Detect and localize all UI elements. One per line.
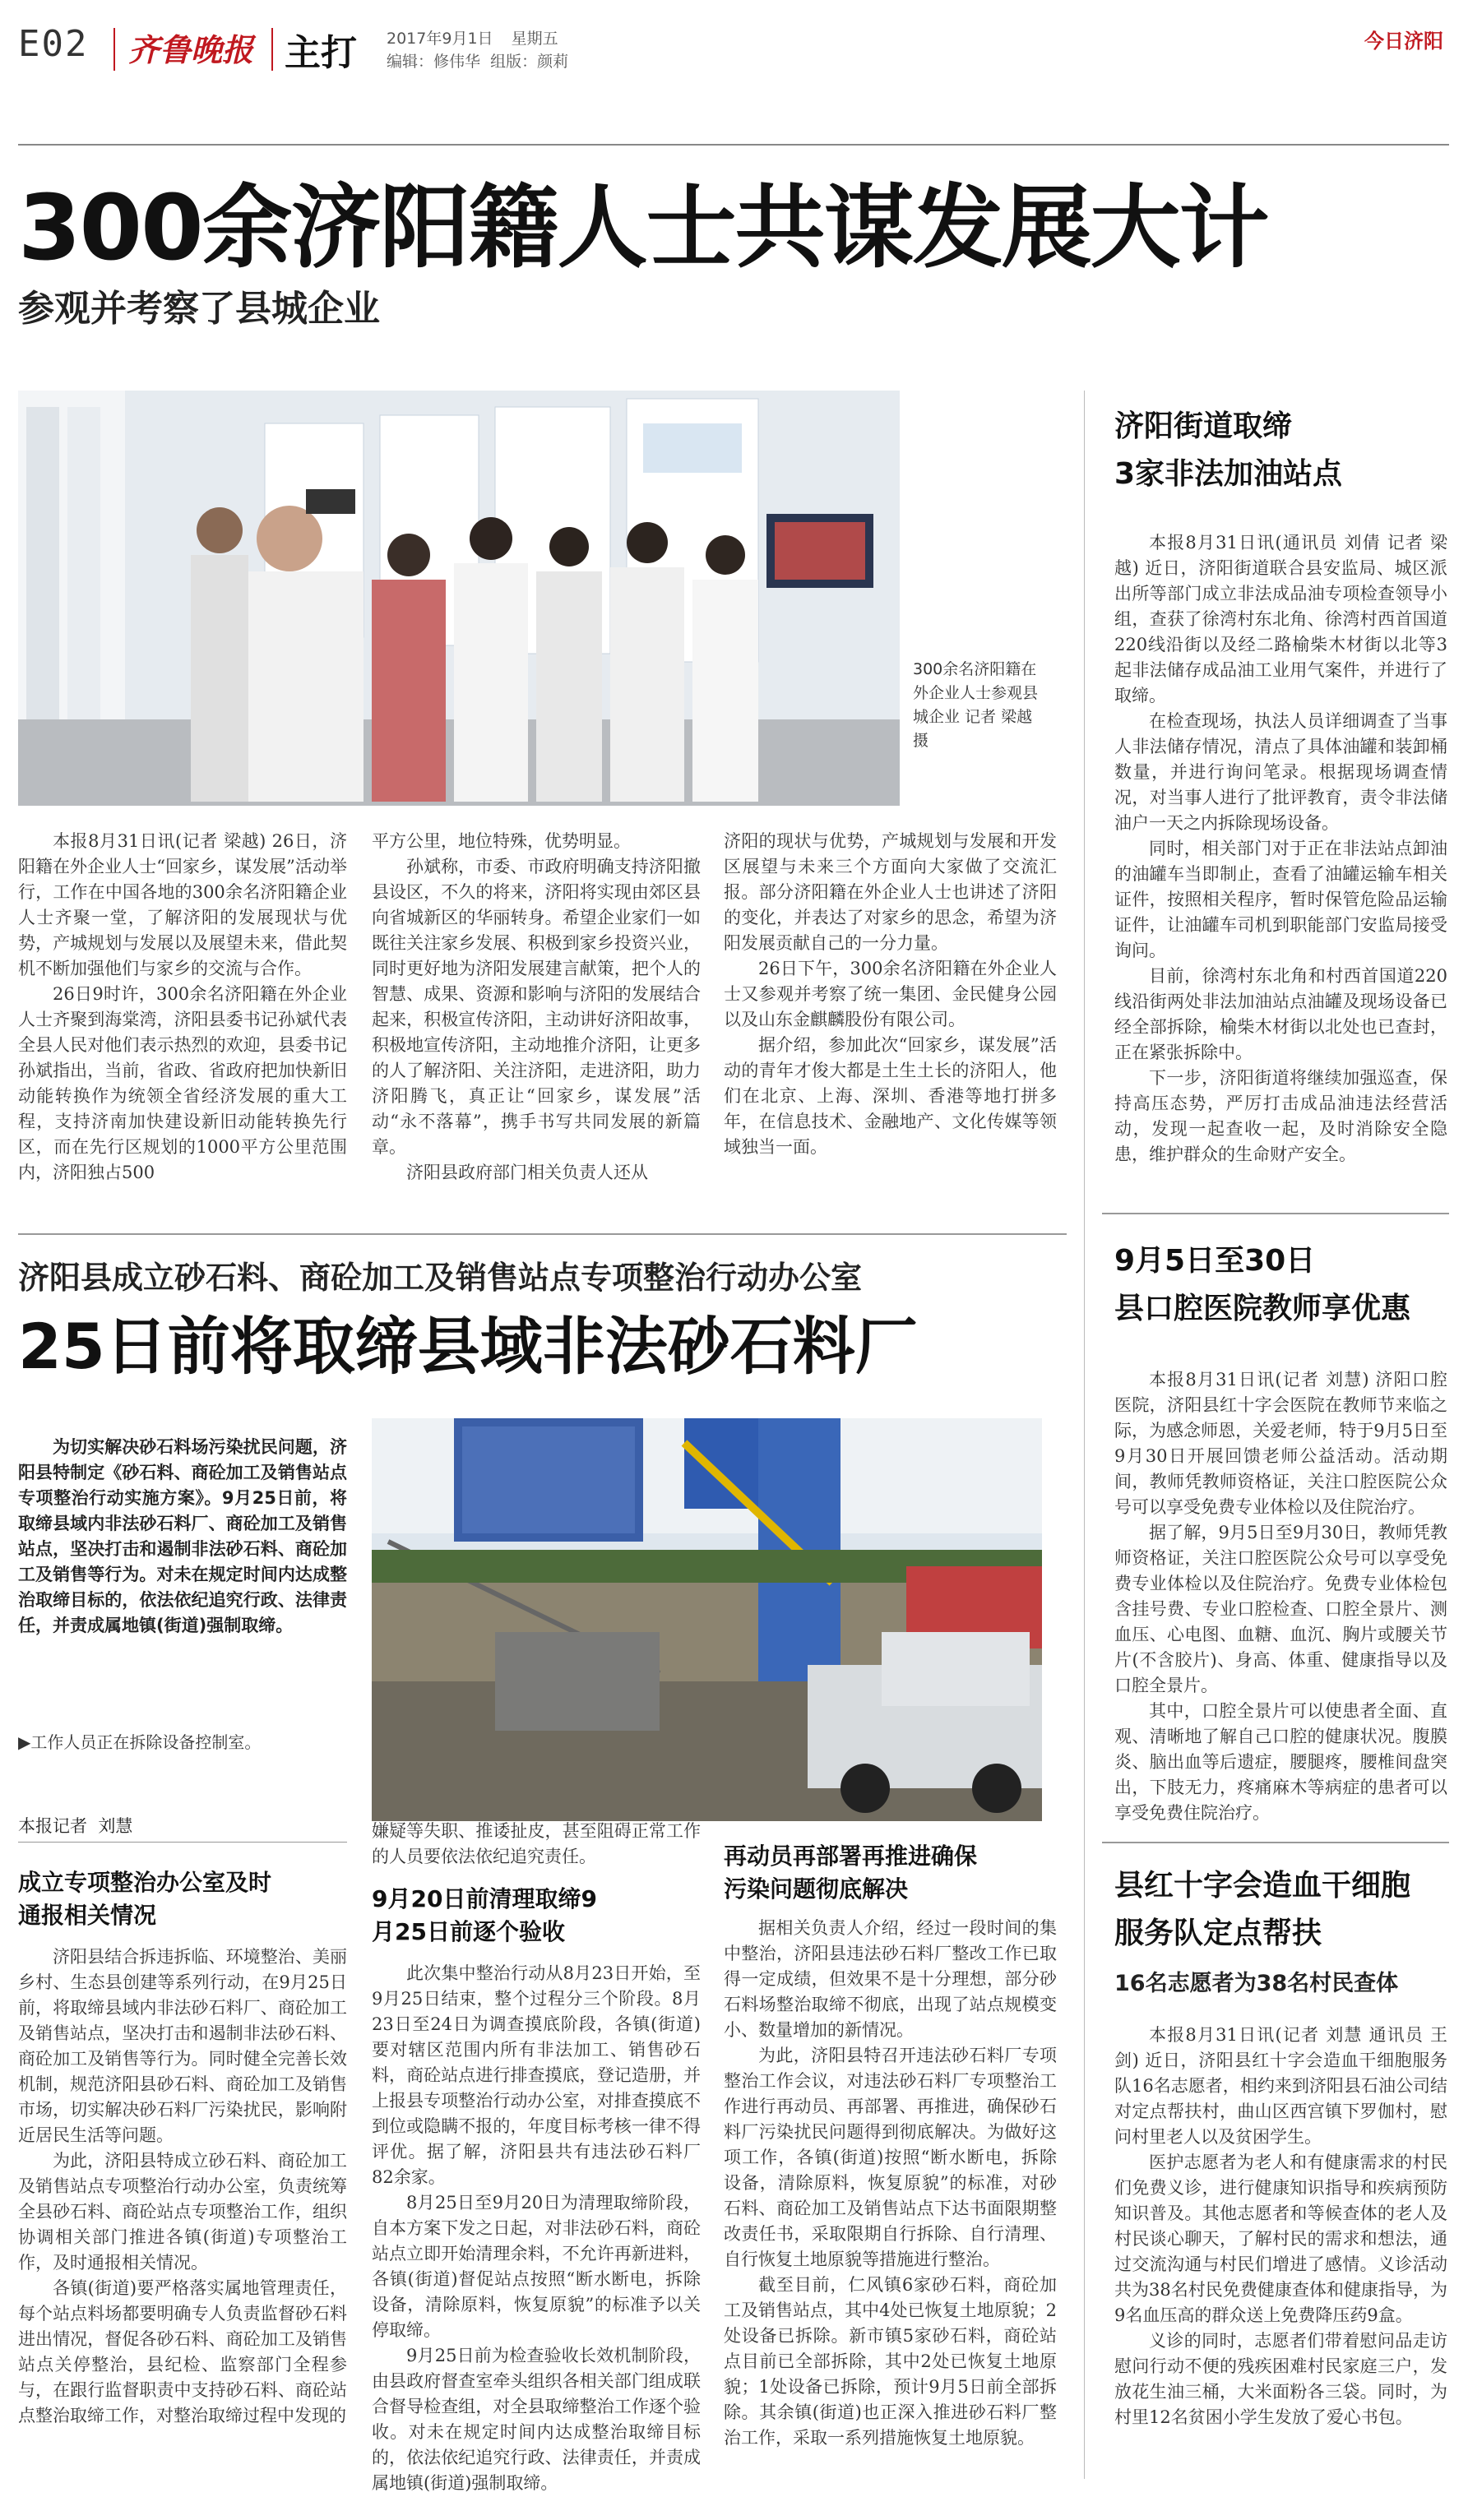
article2-sub1: 成立专项整治办公室及时通报相关情况 <box>18 1869 272 1929</box>
body-paragraph: 据相关负责人介绍，经过一段时间的集中整治，济阳县违法砂石料厂整改工作已取得一定成绩，但效果不是十分理想，部分砂石料场整治取缔不彻底，出现了站点规模变小、数量增加的新情况。 <box>724 1918 1057 2040</box>
lead-paragraph: 本报8月31日讯(记者 梁越) 26日，济阳籍在外企业人士“回家乡，谋发展”活动举行，工作在中国各地的300余名济阳籍企业人士齐聚一堂，了解济阳的发展现状与优势，产城规划与发展以及展望未来，借此契机不断加强他们与家乡的交流与合作。 <box>18 831 347 978</box>
article2-byline: 本报记者 刘慧 <box>18 1816 133 1836</box>
body-paragraph: 截至目前，仁风镇6家砂石料，商砼加工及销售站点，其中4处已恢复土地原貌；2处设备已拆除。新市镇5家砂石料，商砼站点目前已全部拆除，其中2处已恢复土地原貌；1处设备已拆除，预计9月5日前全部拆除。其余镇(街道)也正深入推进砂石料厂整治工作，采取一系列措施恢复土地原貌。 <box>724 2275 1057 2448</box>
body-paragraph: 9月25日前为检查验收长效机制阶段，由县政府督查室牵头组织各相关部门组成联合督导检查组，对全县取缔整治工作逐个验收。对未在规定时间内达成整治取缔目标的，依法依纪追究行政、法律责任，并责成属地镇(街道)强制取缔。 <box>372 2346 701 2493</box>
lead-paragraph: 据介绍，参加此次“回家乡，谋发展”活动的青年才俊大都是土生土长的济阳人，他们在北京、上海、深圳、香港等地打拼多年，在信息技术、金融地产、文化传媒等领域独当一面。 <box>724 1035 1057 1157</box>
issue-date <box>387 26 558 49</box>
side-rule-2 <box>1102 1842 1449 1843</box>
article2-sub3: 再动员再部署再推进确保污染问题彻底解决 <box>724 1843 978 1903</box>
masthead-divider <box>113 28 115 71</box>
article2-sub2-text <box>372 1961 701 2496</box>
side-article3-title <box>1114 1862 1447 1958</box>
body-paragraph: 医护志愿者为老人和有健康需求的村民们免费义诊，进行健康知识指导和疾病预防知识普及。其他志愿者和等候查体的老人及村民谈心聊天，了解村民的需求和想法，通过交流沟通与村民们增进了感情。义诊活动共为38名村民免费健康查体和健康指导，为9名血压高的群众送上免费降压药9盒。 <box>1114 2152 1447 2325</box>
body-paragraph: 本报8月31日讯(记者 刘慧) 济阳口腔医院，济阳县红十字会医院在教师节来临之际，为感念师恩，关爱老师，特于9月5日至9月30日开展回馈老师公益活动。活动期间，教师凭教师资格证，关注口腔医院公众号可以享受免费专业体检以及住院治疗。 <box>1114 1370 1447 1517</box>
side-article2-text <box>1114 1367 1447 1826</box>
article2-photo <box>372 1418 1042 1821</box>
article2-intro <box>18 1435 347 1639</box>
body-paragraph: 其中，口腔全景片可以使患者全面、直观、清晰地了解自己口腔的健康状况。腹膜炎、脑出血等后遗症，腰腿疼，腰椎间盘突出，下肢无力，疼痛麻木等病症的患者可以享受免费住院治疗。 <box>1114 1701 1447 1823</box>
caption-text: 工作人员正在拆除设备控制室。 <box>30 1732 262 1752</box>
body-paragraph: 同时，相关部门对于正在非法站点卸油的油罐车当即制止，查看了油罐运输车相关证件，按照相关程序，暂时保管危险品运输证件，让油罐车司机到职能部门安监局接受询问。 <box>1114 839 1447 960</box>
lead-subheadline: 参观并考察了县城企业 <box>18 288 380 330</box>
body-paragraph: 嫌疑等失职、推诿扯皮，甚至阻碍正常工作的人员要依法依纪追究责任。 <box>372 1821 701 1866</box>
body-paragraph: 济阳县结合拆违拆临、环境整治、美丽乡村、生态县创建等系列行动，在9月25日前，将取缔县域内非法砂石料厂、商砼加工及销售站点，坚决打击和遏制非法砂石料、商砼加工及销售等行为。同时健全完善长效机制，规范济阳县砂石料、商砼加工及销售市场，切实解决砂石料厂污染扰民，影响附近居民生活等问题。 <box>18 1947 347 2145</box>
side-article2-title <box>1114 1237 1447 1333</box>
lead-paragraph: 26日9时许，300余名济阳籍在外企业人士齐聚到海棠湾，济阳县委书记孙斌代表全县人民对他们表示热烈的欢迎，县委书记孙斌指出，当前，省政、省政府把加快新旧动能转换作为统领全省经济发展的重大工程，支持济南加快建设新旧动能转换先行区，而在先行区规划的1000平方公里范围内，济阳独占500 <box>18 984 347 1182</box>
side-title-line: 县红十字会造血干细胞 <box>1114 1869 1411 1903</box>
body-paragraph: 在检查现场，执法人员详细调查了当事人非法储存情况，清点了具体油罐和装卸桶数量，并进行询问笔录。根据现场调查情况，对当事人进行了批评教育，责令非法储油户一天之内拆除现场设备。 <box>1114 711 1447 833</box>
body-paragraph: 各镇(街道)要严格落实属地管理责任，每个站点料场都要明确专人负责监督砂石料进出情况，督促各砂石料、商砼加工及销售站点关停整治，县纪检、监察部门全程参与，在跟行监督职责中支持砂石料、商砼站点整治取缔工作，对整治取缔过程中发现的 <box>18 2278 347 2425</box>
side-rule-1 <box>1102 1213 1449 1214</box>
demolition-site-illustration <box>372 1418 1042 1821</box>
side-title-line: 服务队定点帮扶 <box>1114 1917 1322 1950</box>
lead-photo <box>18 391 900 806</box>
body-paragraph: 义诊的同时，志愿者们带着慰问品走访慰问行动不便的残疾困难村民家庭三户，发放花生油三桶，大米面粉各三袋。同时，为村里12名贫困小学生发放了爱心书包。 <box>1114 2331 1447 2427</box>
lead-body-col2 <box>372 829 701 1186</box>
byline-rule <box>18 1842 347 1843</box>
article2-sub2: 9月20日前清理取缔9月25日前逐个验收 <box>372 1885 597 1945</box>
lead-paragraph: 济阳的现状与优势，产城规划与发展和开发区展望与未来三个方面向大家做了交流汇报。部分济阳籍在外企业人士也讲述了济阳的变化，并表达了对家乡的思念，希望为济阳发展贡献自己的一分力量。 <box>724 831 1057 953</box>
article2-col2-top <box>372 1819 701 1870</box>
lead-paragraph: 平方公里，地位特殊，优势明显。 <box>372 831 631 851</box>
paper-logo: 齐鲁晚报 <box>128 31 254 68</box>
body-paragraph: 据了解，9月5日至9月30日，教师凭教师资格证，关注口腔医院公众号可以享受免费专业体检以及住院治疗。免费专业体检包含挂号费、专业口腔检查、口腔全景片、测血压、心电图、血糖、血沉、胸片或腰关节片(不含胶片)、身高、体重、健康指导以及口腔全景片。 <box>1114 1523 1447 1695</box>
column-divider <box>1084 391 1085 2479</box>
side-article3-text <box>1114 2023 1447 2430</box>
article2-headline: 25日前将取缔县域非法砂石料厂 <box>18 1310 918 1383</box>
side-article3-subtitle: 16名志愿者为38名村民查体 <box>1114 1971 1399 1996</box>
side-title-line: 济阳街道取缔 <box>1114 409 1293 443</box>
lead-body-col1 <box>18 829 347 1186</box>
body-paragraph: 本报8月31日讯(通讯员 刘倩 记者 梁越) 近日，济阳街道联合县安监局、城区派出所等部门成立非法成品油专项检查领导小组，查获了徐湾村东北角、徐湾村西首国道220线沿街以及经二路榆柴木材街以北等3起非法储存成品油工业用气案件，并进行了取缔。 <box>1114 533 1447 705</box>
exhibition-hall-illustration <box>18 391 900 806</box>
masthead <box>0 0 1468 99</box>
article2-kicker: 济阳县成立砂石料、商砼加工及销售站点专项整治行动办公室 <box>18 1260 863 1296</box>
article2-sub3-text <box>724 1916 1057 2451</box>
body-paragraph: 为此，济阳县特成立砂石料、商砼加工及销售站点专项整治行动办公室，负责统筹全县砂石料、商砼站点专项整治工作，组织协调相关部门推进各镇(街道)专项整治工作，及时通报相关情况。 <box>18 2151 347 2273</box>
lead-photo-caption: 300余名济阳籍在外企业人士参观县城企业 记者 梁越 摄 <box>913 660 1039 750</box>
body-paragraph: 目前，徐湾村东北角和村西首国道220线沿街两处非法加油站点油罐及现场设备已经全部拆除，榆柴木材街以北处也已查封，正在紧张拆除中。 <box>1114 966 1447 1062</box>
masthead-rule <box>18 144 1449 146</box>
lead-paragraph: 济阳县政府部门相关负责人还从 <box>406 1163 648 1182</box>
caption-arrow-icon: ▶ <box>18 1732 31 1752</box>
side-article1-text <box>1114 530 1447 1168</box>
section-name: 主打 <box>285 32 357 74</box>
body-paragraph: 为此，济阳县特召开违法砂石料厂专项整治工作会议，对违法砂石料厂专项整治工作进行再动员、再部署、再推进，确保砂石料厂污染扰民问题得到彻底解决。为做好这项工作，各镇(街道)按照“断水断电，拆除设备，清除原料，恢复原貌”的标准，对砂石料、商砼加工及销售站点下达书面限期整改责任书，采取限期自行拆除、自行清理、自行恢复土地原貌等措施进行整治。 <box>724 2046 1057 2269</box>
article2-photo-caption <box>18 1729 261 1753</box>
side-title-line: 3家非法加油站点 <box>1114 457 1343 491</box>
masthead-divider-2 <box>271 28 273 71</box>
body-paragraph: 此次集中整治行动从8月23日开始，至9月25日结束，整个过程分三个阶段。8月23日至24日为调查摸底阶段，各镇(街道)要对辖区范围内所有非法加工、销售砂石料，商砼站点进行排查摸底，登记造册，并上报县专项整治行动办公室，对排查摸底不到位或隐瞒不报的，年度目标考核一律不得评优。据了解，济阳县共有违法砂石料厂82余家。 <box>372 1963 701 2187</box>
side-title-line: 9月5日至30日 <box>1114 1244 1316 1278</box>
region-label: 今日济阳 <box>1364 30 1443 53</box>
date-text: 2017年9月1日 <box>387 30 493 48</box>
weekday-text: 星期五 <box>511 30 558 48</box>
body-paragraph: 8月25日至9月20日为清理取缔阶段，自本方案下发之日起，对非法砂石料，商砼站点立即开始清理余料，不允许再新进料，各镇(街道)督促站点按照“断水断电，拆除设备，清除原料，恢复原貌”的标准予以关停取缔。 <box>372 2193 701 2340</box>
lead-body-col3 <box>724 829 1057 1160</box>
section-rule <box>18 1233 1067 1235</box>
page-code: E02 <box>18 23 89 65</box>
body-paragraph: 下一步，济阳街道将继续加强巡查，保持高压态势，严厉打击成品油违法经营活动，发现一起查收一起，及时消除安全隐患，维护群众的生命财产安全。 <box>1114 1068 1447 1164</box>
article2-sub1-text <box>18 1944 347 2429</box>
side-article1-title <box>1114 403 1443 498</box>
lead-paragraph: 孙斌称，市委、市政府明确支持济阳撤县设区，不久的将来，济阳将实现由郊区县向省城新区的华丽转身。希望企业家们一如既往关注家乡发展、积极到家乡投资兴业，同时更好地为济阳发展建言献策，把个人的智慧、成果、资源和影响与济阳的发展结合起来，积极宣传济阳，主动讲好济阳故事，积极地宣传济阳，主动地推介济阳，让更多的人了解济阳、关注济阳，走进济阳，助力济阳腾飞，真正让“回家乡，谋发展”活动“永不落幕”，携手书写共同发展的新篇章。 <box>372 857 701 1157</box>
side-title-line: 县口腔医院教师享优惠 <box>1114 1292 1411 1325</box>
editor-line: 编辑：修伟华 组版：颜莉 <box>387 53 569 71</box>
lead-paragraph: 26日下午，300余名济阳籍在外企业人士又参观并考察了统一集团、金民健身公园以及山东金麒麟股份有限公司。 <box>724 959 1057 1029</box>
intro-text: 为切实解决砂石料场污染扰民问题，济阳县特制定《砂石料、商砼加工及销售站点专项整治行动实施方案》。9月25日前，将取缔县域内非法砂石料厂、商砼加工及销售站点，坚决打击和遏制非法砂石料、商砼加工及销售等行为。对未在规定时间内达成整治取缔目标的，依法依纪追究行政、法律责任，并责成属地镇(街道)强制取缔。 <box>18 1437 347 1635</box>
body-paragraph: 本报8月31日讯(记者 刘慧 通讯员 王剑) 近日，济阳县红十字会造血干细胞服务队16名志愿者，相约来到济阳县石油公司结对定点帮扶村，曲山区西宫镇下罗伽村，慰问村里老人以及贫困学生。 <box>1114 2025 1447 2147</box>
lead-headline: 300余济阳籍人士共谋发展大计 <box>18 175 1268 280</box>
